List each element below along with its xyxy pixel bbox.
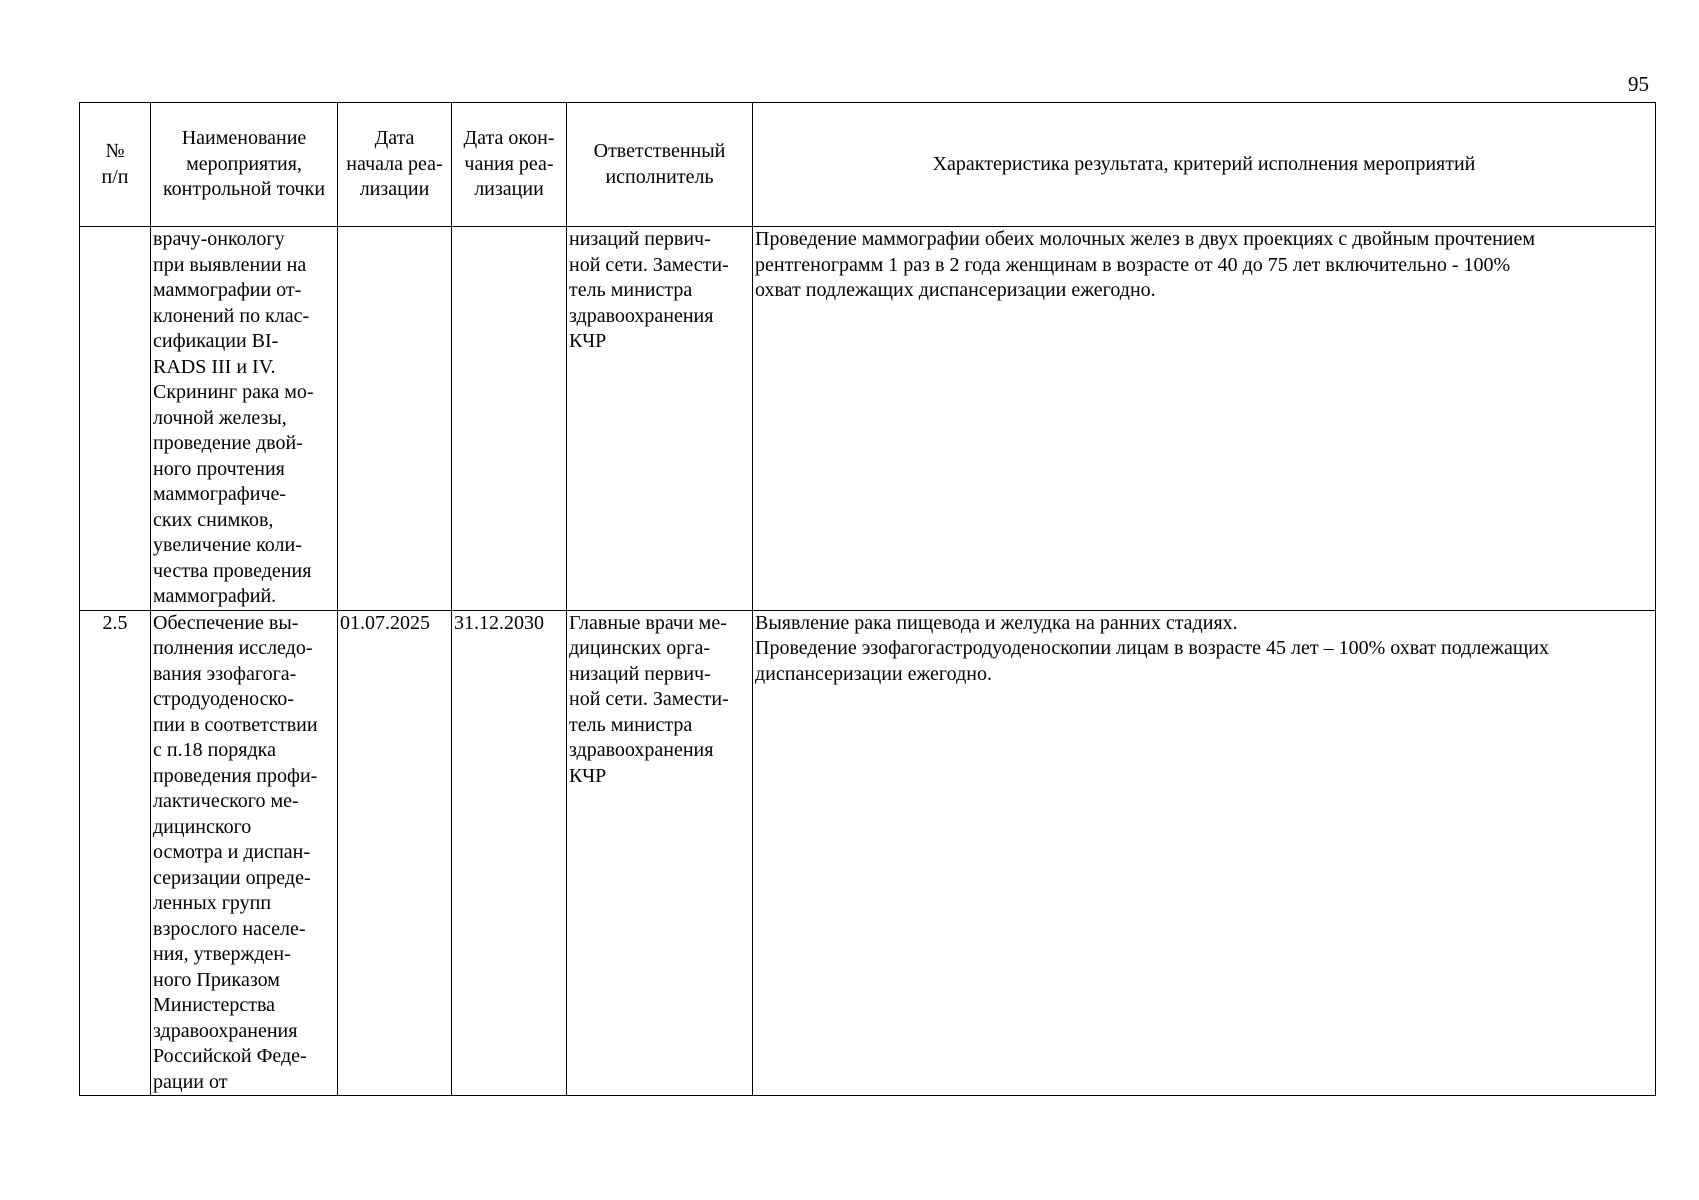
end-date: [452, 227, 567, 611]
page-number: 95: [1628, 72, 1649, 96]
header-responsible: Ответственный исполнитель: [567, 103, 753, 227]
row-number: 2.5: [80, 610, 151, 1096]
header-result: Характеристика результата, критерий исполнения мероприятий: [753, 103, 1656, 227]
row-number: [80, 227, 151, 611]
table-row: [80, 227, 1656, 611]
activities-table: [79, 102, 1656, 1096]
end-date: 31.12.2030: [452, 610, 567, 1096]
responsible: низаций первич- ной сети. Замести- тель министра здравоохранения КЧР: [567, 227, 753, 611]
start-date: [338, 227, 452, 611]
header-activity-name: Наименование мероприятия, контрольной точки: [151, 103, 338, 227]
responsible: Главные врачи ме- дицинских орга- низаций первич- ной сети. Замести- тель министра здравоохранения КЧР: [567, 610, 753, 1096]
header-number: № п/п: [80, 103, 151, 227]
result-description: Выявление рака пищевода и желудка на ранних стадиях. Проведение эзофагогастродуоденоскопии лицам в возрасте 45 лет – 100% охват подлежащих диспансеризации ежегодно.: [753, 610, 1656, 1096]
activity-name: врачу-онкологу при выявлении на маммографии от- клонений по клас- сификации BI- RADS III и IV. Скрининг рака мо- лочной железы, проведение двой- ного прочтения маммографиче- ских снимков, увеличение коли- чества проведения маммографий.: [151, 227, 338, 611]
activity-name: Обеспечение вы- полнения исследо- вания эзофагога- стродуоденоско- пии в соответствии с п.18 порядка проведения профи- лактического ме- дицинского осмотра и диспан- серизации опреде- ленных групп взрослого населе- ния, утвержден- ного Приказом Министерства здравоохранения Российской Феде- рации от: [151, 610, 338, 1096]
table-header-row: [80, 103, 1656, 227]
result-description: Проведение маммографии обеих молочных желез в двух проекциях с двойным прочтением рентгенограмм 1 раз в 2 года женщинам в возрасте от 40 до 75 лет включительно - 100% охват подлежащих диспансеризации ежегодно.: [753, 227, 1656, 611]
header-end-date: Дата окон- чания реа- лизации: [452, 103, 567, 227]
header-start-date: Дата начала реа- лизации: [338, 103, 452, 227]
table-row: [80, 610, 1656, 1096]
start-date: 01.07.2025: [338, 610, 452, 1096]
